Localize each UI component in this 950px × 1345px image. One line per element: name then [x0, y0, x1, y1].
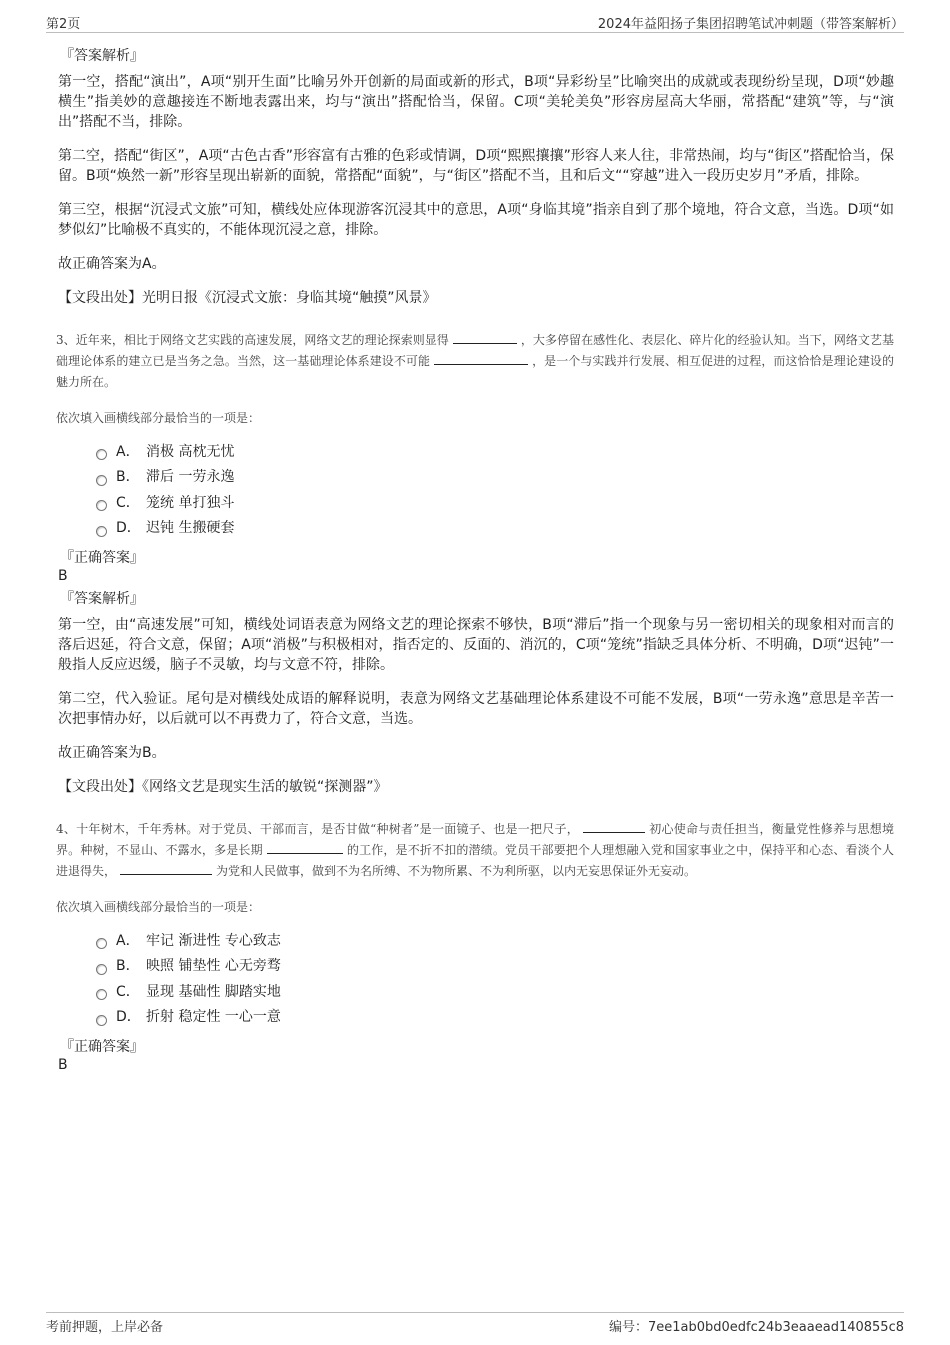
q2-analysis-para-2: 第二空，搭配“街区”，A项“古色古香”形容富有古雅的色彩或情调，D项“熙熙攘攘”形容人来人往，非常热闹，均与“街区”搭配恰当，保留。B项“焕然一新”形容呈现出崭新的面貌，常搭配“面貌”，与“街区”搭配不当，且和后文““穿越”进入一段历史岁月”矛盾，排除。 — [58, 148, 894, 184]
q3-answer-label: 『正确答案』 — [60, 550, 144, 566]
document-title: 2024年益阳扬子集团招聘笔试冲刺题（带答案解析） — [597, 17, 904, 32]
q4-prompt: 依次填入画横线部分最恰当的一项是： — [56, 900, 261, 914]
radio-icon[interactable] — [96, 964, 107, 975]
q3-analysis-para-2: 第二空，代入验证。尾句是对横线处成语的解释说明，表意为网络文艺基础理论体系建设不可能不发展，B项“一劳永逸”意思是辛苦一次把事情办好，以后就可以不再费力了，符合文意，当选。 — [58, 691, 894, 727]
q2-source: 【文段出处】光明日报《沉浸式文旅：身临其境“触摸”风景》 — [58, 290, 437, 306]
q4-answer-label: 『正确答案』 — [60, 1039, 144, 1055]
q3-analysis-para-1: 第一空，由“高速发展”可知，横线处词语表意为网络文艺的理论探索不够快，B项“滞后”指一个现象与另一密切相关的现象相对而言的落后迟延，符合文意，保留；A项“消极”与积极相对，指否定的、反面的、消沉的，C项“笼统”指缺乏具体分析、不明确，D项“迟钝”一般指人反应迟缓，脑子不灵敏，均与文意不符，排除。 — [58, 617, 894, 673]
radio-icon[interactable] — [96, 938, 107, 949]
q3-conclusion: 故正确答案为B。 — [58, 745, 166, 761]
q4-stem: 4、十年树木，千年秀林。对于党员、干部而言，是否甘做“种树者”是一面镜子、也是一把尺子， 初心使命与责任担当，衡量党性修养与思想境界。种树，不显山、不露水，多是长期 的工作，是不折不扣的潜绩。党员干部要把个人理想融入党和国家事业之中，保持平和心态、看淡个人进退得失， 为党和人民做事，做到不为名所缚、不为物所累、不为利所驱，以内无妄思保证外无妄动。 — [56, 819, 894, 882]
q2-analysis-para-1: 第一空，搭配“演出”，A项“别开生面”比喻另外开创新的局面或新的形式，B项“异彩纷呈”比喻突出的成就或表现纷纷呈现，D项“妙趣横生”指美妙的意趣接连不断地表露出来，均与“演出”搭配恰当，保留。C项“美轮美奂”形容房屋高大华丽，常搭配“建筑”等，与“演出”搭配不当，排除。 — [58, 74, 894, 130]
q4-answer: B — [58, 1057, 68, 1073]
radio-icon[interactable] — [96, 475, 107, 486]
q3-options — [96, 439, 894, 541]
q4-blank-3 — [120, 861, 212, 875]
radio-icon[interactable] — [96, 1015, 107, 1026]
q4-option-a[interactable]: A． 牢记 渐进性 专心致志 — [96, 928, 894, 954]
page-number: 第2页 — [46, 17, 81, 32]
q4-blank-1 — [583, 819, 645, 833]
page-header — [46, 10, 904, 33]
document-body — [56, 44, 894, 1078]
q3-stem: 3、近年来，相比于网络文艺实践的高速发展，网络文艺的理论探索则显得 ，大多停留在感性化、表层化、碎片化的经验认知。当下，网络文艺基础理论体系的建立已是当务之急。当然，这一基础理论体系建设不可能 ，是一个与实践并行发展、相互促进的过程，而这恰恰是理论建设的魅力所在。 — [56, 330, 894, 393]
q2-conclusion: 故正确答案为A。 — [58, 256, 166, 272]
document-code: 编号：7ee1ab0bd0edfc24b3eaaead140855c8 — [608, 1320, 904, 1335]
q4-options — [96, 928, 894, 1030]
q3-prompt: 依次填入画横线部分最恰当的一项是： — [56, 411, 261, 425]
q2-analysis-label: 『答案解析』 — [60, 48, 144, 64]
q3-option-b[interactable]: B． 滞后 一劳永逸 — [96, 465, 894, 491]
q4-option-b[interactable]: B． 映照 铺垫性 心无旁骛 — [96, 954, 894, 980]
q4-option-c[interactable]: C． 显现 基础性 脚踏实地 — [96, 979, 894, 1005]
q3-answer: B — [58, 568, 68, 584]
radio-icon[interactable] — [96, 989, 107, 1000]
q3-option-d[interactable]: D． 迟钝 生搬硬套 — [96, 516, 894, 542]
q4-option-d[interactable]: D． 折射 稳定性 一心一意 — [96, 1005, 894, 1031]
q2-analysis-para-3: 第三空，根据“沉浸式文旅”可知，横线处应体现游客沉浸其中的意思，A项“身临其境”指亲自到了那个境地，符合文意，当选。D项“如梦似幻”比喻极不真实的，不能体现沉浸之意，排除。 — [58, 202, 894, 238]
q3-blank-2 — [434, 351, 528, 365]
q3-option-c[interactable]: C． 笼统 单打独斗 — [96, 490, 894, 516]
radio-icon[interactable] — [96, 526, 107, 537]
radio-icon[interactable] — [96, 449, 107, 460]
q3-analysis-label: 『答案解析』 — [60, 591, 144, 607]
q3-option-a[interactable]: A． 消极 高枕无忧 — [96, 439, 894, 465]
footer-note: 考前押题，上岸必备 — [46, 1320, 164, 1335]
page-footer — [46, 1312, 904, 1335]
q3-source: 【文段出处】《网络文艺是现实生活的敏锐“探测器”》 — [58, 779, 388, 795]
q3-blank-1 — [453, 330, 517, 344]
radio-icon[interactable] — [96, 500, 107, 511]
q4-blank-2 — [267, 840, 343, 854]
